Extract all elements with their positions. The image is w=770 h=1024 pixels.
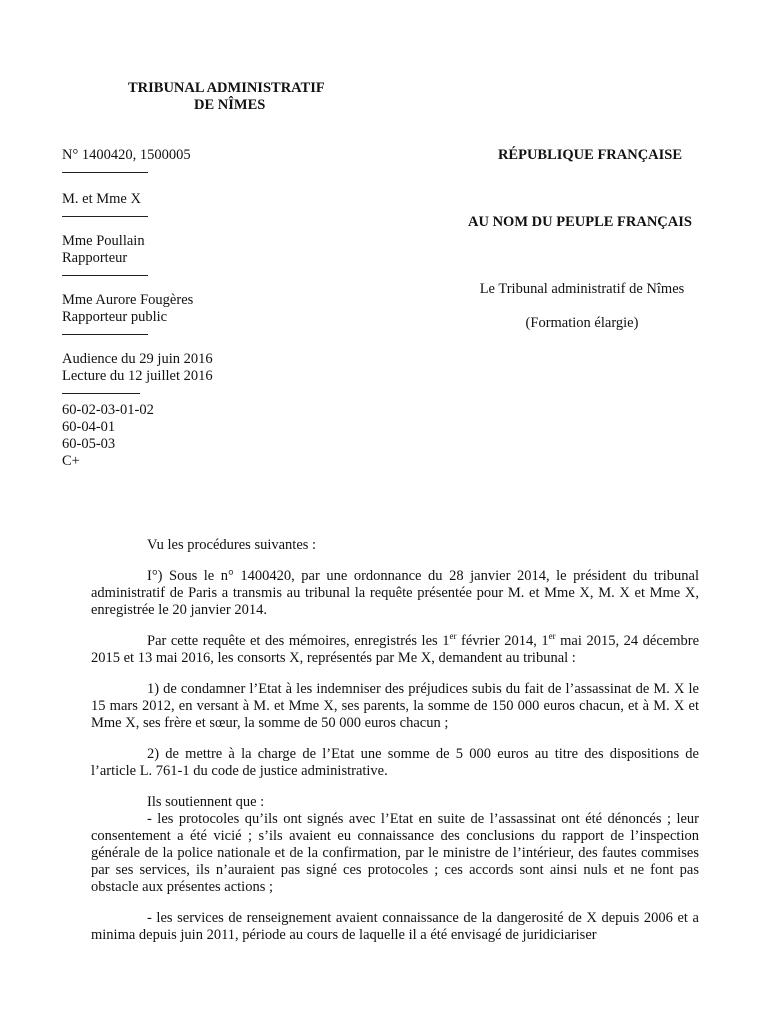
case-info-column <box>62 147 362 478</box>
judgment-body <box>91 537 699 958</box>
body-paragraph: Ils soutiennent que : <box>147 794 265 810</box>
classification-code: 60-02-03-01-02 <box>62 402 154 418</box>
case-parties: M. et Mme X <box>62 191 141 207</box>
court-header <box>128 80 348 114</box>
formation: (Formation élargie) <box>525 315 639 331</box>
paragraph-text: Par cette requête et des mémoires, enregistrés les 1 <box>147 633 450 649</box>
tribunal-name: Le Tribunal administratif de Nîmes <box>479 281 685 297</box>
hearing-date: Audience du 29 juin 2016 <box>62 351 213 367</box>
rapporteur-name: Mme Poullain <box>62 233 145 249</box>
separator-rule <box>62 393 140 394</box>
bullet-paragraph: - les services de renseignement avaient connaissance de la dangerosité de X depuis 2006 et a minima depuis juin 2011, période au cours de laquelle il a été envisagé de juridiciariser <box>91 910 699 943</box>
superscript: er <box>548 631 556 642</box>
republic-heading: RÉPUBLIQUE FRANÇAISE <box>497 147 683 163</box>
rapporteur-role: Rapporteur <box>62 250 128 266</box>
case-numbers: N° 1400420, 1500005 <box>62 147 191 163</box>
body-paragraph: 1) de condamner l’Etat à les indemniser des préjudices subis du fait de l’assassinat de M. X le 15 mars 2012, en versant à M. et Mme X, ses parents, la somme de 150 000 euros chacun, et à M. X et Mme X, ses frère et sœur, la somme de 50 000 euros chacun ; <box>91 681 699 731</box>
separator-rule <box>62 275 148 276</box>
body-paragraph: Vu les procédures suivantes : <box>147 537 317 553</box>
body-paragraph: I°) Sous le n° 1400420, par une ordonnance du 28 janvier 2014, le président du tribunal administratif de Paris a transmis au tribunal la requête présentée pour M. et Mme X, M. X et Mme X, enregistrée le 20 janvier 2014. <box>91 568 699 618</box>
reading-date: Lecture du 12 juillet 2016 <box>62 368 213 384</box>
body-paragraph <box>91 633 699 667</box>
separator-rule <box>62 172 148 173</box>
body-paragraph: 2) de mettre à la charge de l’Etat une somme de 5 000 euros au titre des dispositions de l’article L. 761-1 du code de justice administrative. <box>91 746 699 779</box>
people-heading: AU NOM DU PEUPLE FRANÇAIS <box>468 214 692 230</box>
court-name-line2: DE NÎMES <box>194 97 266 113</box>
public-rapporteur-name: Mme Aurore Fougères <box>62 292 194 308</box>
paragraph-text: mai 2015, 24 décembre 2015 et 13 mai 2016, les consorts X, représentés par Me X, demandent au tribunal : <box>91 633 699 666</box>
court-name-line1: TRIBUNAL ADMINISTRATIF <box>128 80 325 96</box>
separator-rule <box>62 216 148 217</box>
publication-code: C+ <box>62 453 80 469</box>
paragraph-text: février 2014, 1 <box>456 633 549 649</box>
separator-rule <box>62 334 148 335</box>
bullet-paragraph: - les protocoles qu’ils ont signés avec l’Etat en suite de l’assassinat ont été dénoncés ; leur consentement a été vicié ; s’ils avaient eu connaissance des conclusions du rapport de l’inspection générale de la police nationale et de la confirmation, par le ministre de l’intérieur, des fautes commises par ses services, ils n’auraient pas signé ces protocoles ; ces accords sont ainsi nuls et ne font pas obstacle aux présentes actions ; <box>91 811 699 895</box>
classification-code: 60-05-03 <box>62 436 116 452</box>
superscript: er <box>449 631 457 642</box>
classification-code: 60-04-01 <box>62 419 116 435</box>
public-rapporteur-role: Rapporteur public <box>62 309 168 325</box>
